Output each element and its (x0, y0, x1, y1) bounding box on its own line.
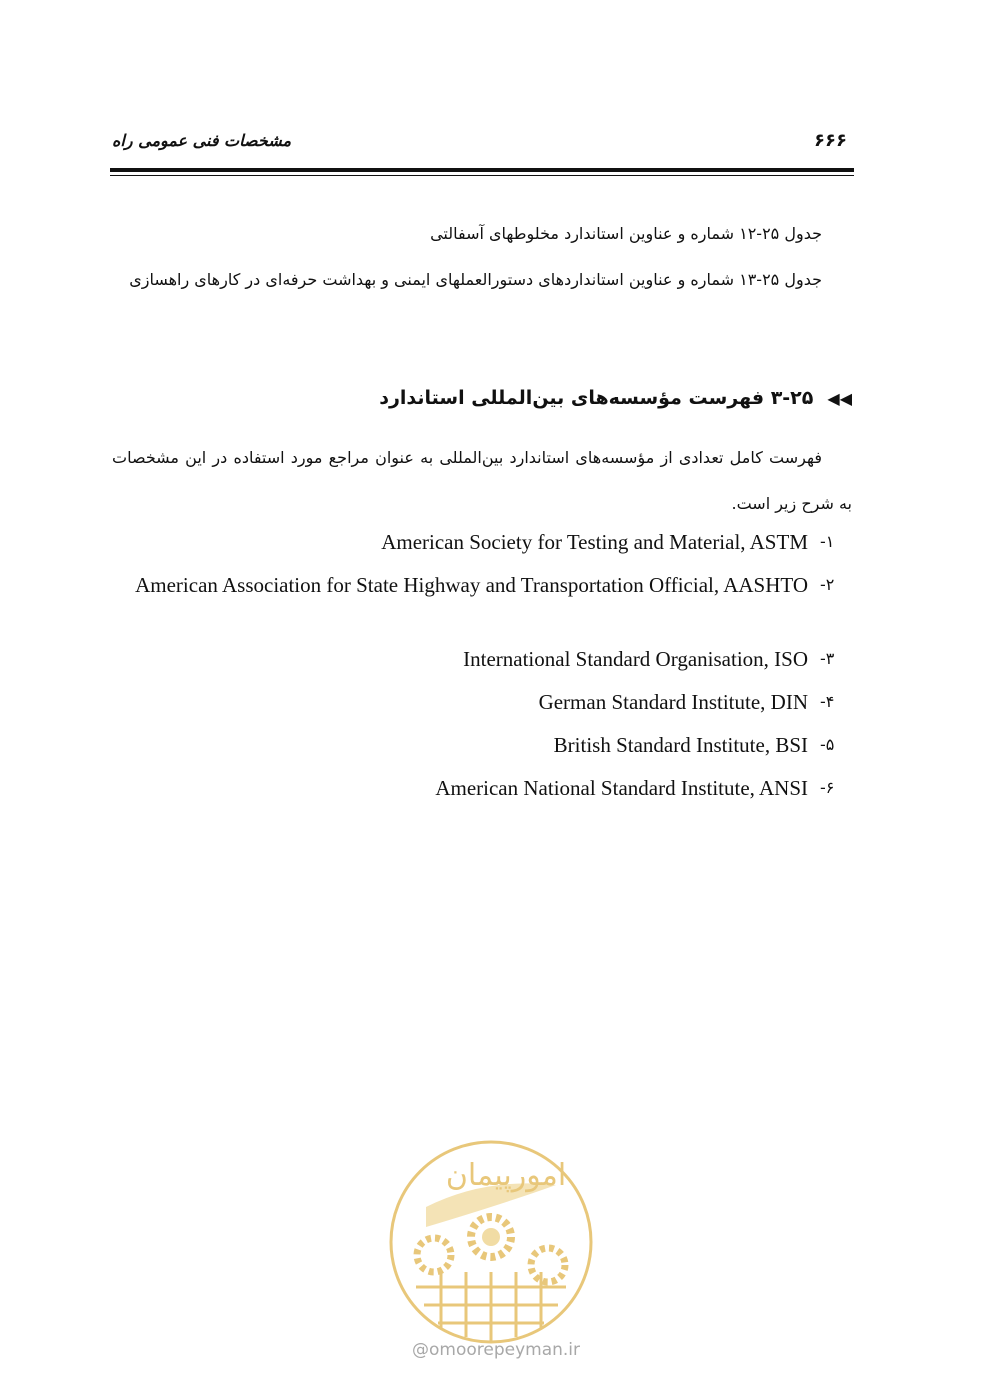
list-item-text: American Association for State Highway and Transportation Official, AASHTO (135, 573, 808, 597)
header-rule-thick (110, 168, 854, 172)
section-heading (112, 378, 852, 419)
list-item-number: -۳ (820, 649, 835, 668)
watermark-seal-icon (386, 1137, 596, 1347)
list-item (112, 731, 852, 774)
list-item (112, 688, 852, 731)
running-head: مشخصات فنی عمومی راه (112, 131, 292, 150)
list-item (112, 645, 852, 688)
list-item (112, 571, 852, 645)
header-rule-thin (110, 175, 854, 176)
list-item-text: German Standard Institute, DIN (538, 690, 808, 714)
body-paragraph: فهرست کامل تعدادی از مؤسسه‌های استاندارد بین‌المللی به عنوان مراجع مورد استفاده در این مشخصات به شرح زیر است. (112, 448, 852, 513)
list-item-text: British Standard Institute, BSI (553, 733, 808, 757)
section-title: فهرست مؤسسه‌های بین‌المللی استاندارد (379, 387, 765, 409)
list-item-number: -۲ (820, 575, 835, 594)
page-number: ۶۶۶ (814, 130, 847, 151)
table-reference-12: جدول ۲۵-۱۲ شماره و عناوین استاندارد مخلوطهای آسفالتی (430, 224, 822, 243)
watermark-url: @omoorepeyman.ir (411, 1340, 581, 1360)
list-item-text: American Society for Testing and Material, ASTM (381, 530, 808, 554)
section-number: ۳-۲۵ (770, 387, 814, 409)
list-item-text: International Standard Organisation, ISO (463, 647, 808, 671)
double-arrow-icon: ◀◀ (827, 389, 852, 408)
list-item-number: -۶ (820, 778, 835, 797)
watermark-logo-text: امورپیمان (445, 1158, 567, 1193)
list-item-number: -۵ (820, 735, 835, 754)
list-item (112, 774, 852, 817)
list-item-text: American National Standard Institute, ANSI (435, 776, 808, 800)
table-reference-13: جدول ۲۵-۱۳ شماره و عناوین استانداردهای دستورالعملهای ایمنی و بهداشت حرفه‌ای در کارهای راهسازی (129, 270, 822, 289)
list-item-number: -۴ (820, 692, 835, 711)
list-item-number: -۱ (820, 532, 835, 551)
reference-list (112, 528, 852, 817)
table-references (112, 211, 852, 303)
